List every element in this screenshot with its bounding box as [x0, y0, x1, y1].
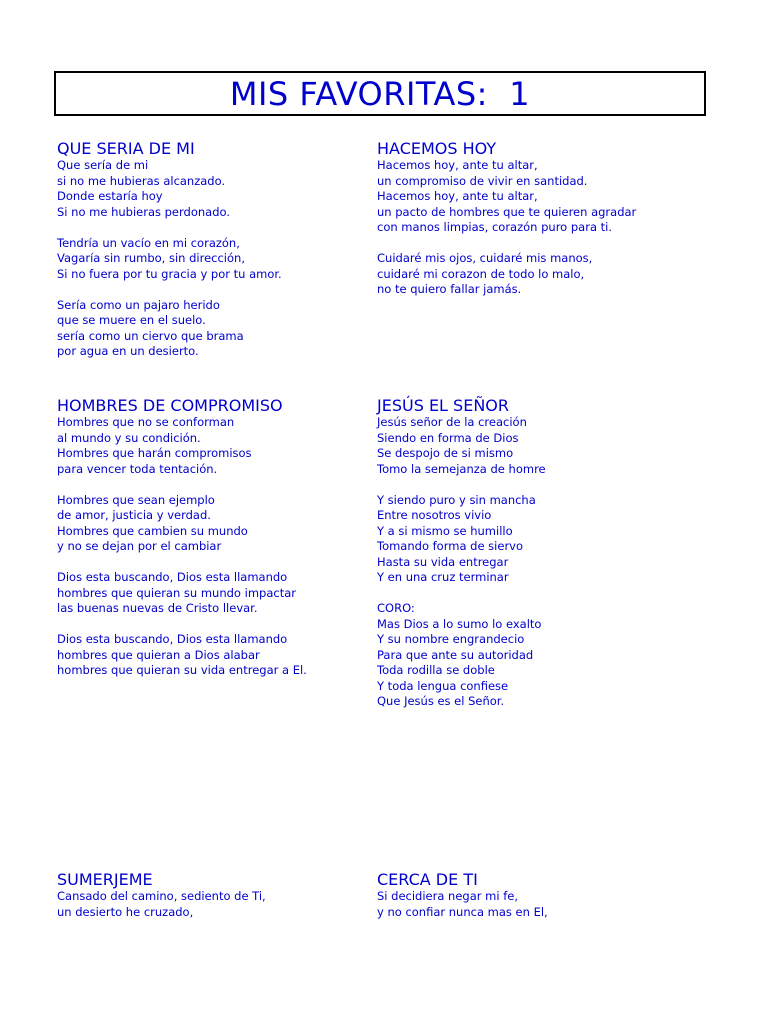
lyric-line: no te quiero fallar jamás. [377, 282, 522, 296]
lyric-line: de amor, justicia y verdad. [57, 508, 211, 522]
stanza-break [57, 555, 307, 571]
lyric-line: Sería como un pajaro herido [57, 297, 220, 312]
lyric-line: Tendría un vacío en mi corazón, [57, 235, 240, 250]
lyric-line: Donde estaría hoy [57, 189, 163, 203]
lyric-line: y no confiar nunca mas en El, [377, 904, 548, 919]
lyric-line: por agua en un desierto. [57, 344, 199, 358]
song-title: HOMBRES DE COMPROMISO [57, 396, 283, 415]
song-lyrics [57, 889, 266, 920]
lyric-line: si no me hubieras alcanzado. [57, 173, 226, 188]
lyric-line: Se despojo de si mismo [377, 446, 514, 460]
lyric-line: Y toda lengua confiese [377, 678, 509, 693]
lyric-line: Y su nombre engrandecio [377, 632, 525, 646]
song-lyrics [377, 415, 546, 710]
lyric-line: Para que ante su autoridad [377, 647, 534, 662]
lyric-line: cuidaré mi corazon de todo lo malo, [377, 266, 585, 281]
lyric-line: las buenas nuevas de Cristo llevar. [57, 601, 258, 615]
song-sumerjeme [57, 871, 266, 920]
lyric-line: Hombres que no se conforman [57, 415, 235, 429]
lyric-line: Hombres que cambien su mundo [57, 523, 248, 538]
lyric-line: que se muere en el suelo. [57, 313, 206, 327]
song-title: SUMERJEME [57, 870, 153, 889]
lyric-line: Hombres que sean ejemplo [57, 492, 215, 507]
lyric-line: Hombres que harán compromisos [57, 446, 252, 460]
lyric-line: Hacemos hoy, ante tu altar, [377, 189, 538, 203]
lyric-line: Y en una cruz terminar [377, 570, 509, 584]
song-title: HACEMOS HOY [377, 139, 497, 158]
lyric-line: Vagaría sin rumbo, sin dirección, [57, 251, 245, 265]
lyric-line: Entre nosotros vivio [377, 508, 492, 522]
song-title: CERCA DE TI [377, 870, 478, 889]
stanza-break [57, 220, 282, 236]
song-lyrics [57, 158, 282, 360]
lyric-line: sería como un ciervo que brama [57, 328, 244, 343]
lyric-line: hombres que quieran a Dios alabar [57, 647, 260, 662]
lyric-line: Mas Dios a lo sumo lo exalto [377, 616, 542, 631]
song-lyrics [57, 415, 307, 679]
song-lyrics [377, 158, 636, 298]
lyric-line: hombres que quieran su mundo impactar [57, 585, 296, 600]
lyric-line: Jesús señor de la creación [377, 415, 527, 429]
song-title: QUE SERIA DE MI [57, 139, 195, 158]
lyric-line: Toda rodilla se doble [377, 663, 495, 677]
lyric-line: CORO: [377, 601, 415, 615]
lyric-line: Tomando forma de siervo [377, 539, 524, 553]
lyric-line: un pacto de hombres que te quieren agradar [377, 204, 637, 219]
stanza-break [57, 282, 282, 298]
lyric-line: Cuidaré mis ojos, cuidaré mis manos, [377, 251, 593, 265]
lyric-line: Siendo en forma de Dios [377, 430, 519, 445]
song-lyrics [377, 889, 548, 920]
stanza-break [57, 617, 307, 633]
lyric-line: Hasta su vida entregar [377, 554, 509, 569]
stanza-break [377, 236, 636, 252]
lyric-line: Si no fuera por tu gracia y por tu amor. [57, 266, 282, 281]
lyric-line: Si decidiera negar mi fe, [377, 889, 518, 903]
lyric-line: con manos limpias, corazón puro para ti. [377, 220, 613, 234]
stanza-break [377, 477, 546, 493]
song-hacemos-hoy [377, 140, 636, 298]
page-title: MIS FAVORITAS: 1 [229, 74, 531, 113]
lyric-line: Y a si mismo se humillo [377, 523, 513, 538]
lyric-line: al mundo y su condición. [57, 430, 201, 445]
song-title: JESÚS EL SEÑOR [377, 396, 509, 415]
lyric-line: Dios esta buscando, Dios esta llamando [57, 570, 288, 584]
lyric-line: Hacemos hoy, ante tu altar, [377, 158, 538, 172]
stanza-break [57, 477, 307, 493]
lyric-line: y no se dejan por el cambiar [57, 539, 222, 553]
lyric-line: Dios esta buscando, Dios esta llamando [57, 632, 288, 646]
stanza-break [377, 586, 546, 602]
song-hombres-de-compromiso [57, 397, 307, 679]
lyric-line: Cansado del camino, sediento de Ti, [57, 889, 266, 903]
lyric-line: un compromiso de vivir en santidad. [377, 173, 588, 188]
song-que-seria-de-mi [57, 140, 282, 360]
song-cerca-de-ti [377, 871, 548, 920]
song-jesus-el-senor [377, 397, 546, 710]
lyric-line: Que Jesús es el Señor. [377, 694, 505, 708]
page-title-box [54, 71, 706, 116]
lyric-line: Que sería de mi [57, 158, 149, 172]
lyric-line: para vencer toda tentación. [57, 461, 218, 476]
lyric-line: un desierto he cruzado, [57, 904, 194, 919]
lyric-line: hombres que quieran su vida entregar a El. [57, 663, 307, 677]
lyric-line: Y siendo puro y sin mancha [377, 492, 536, 507]
lyric-line: Tomo la semejanza de homre [377, 461, 546, 476]
lyric-line: Si no me hubieras perdonado. [57, 204, 230, 219]
